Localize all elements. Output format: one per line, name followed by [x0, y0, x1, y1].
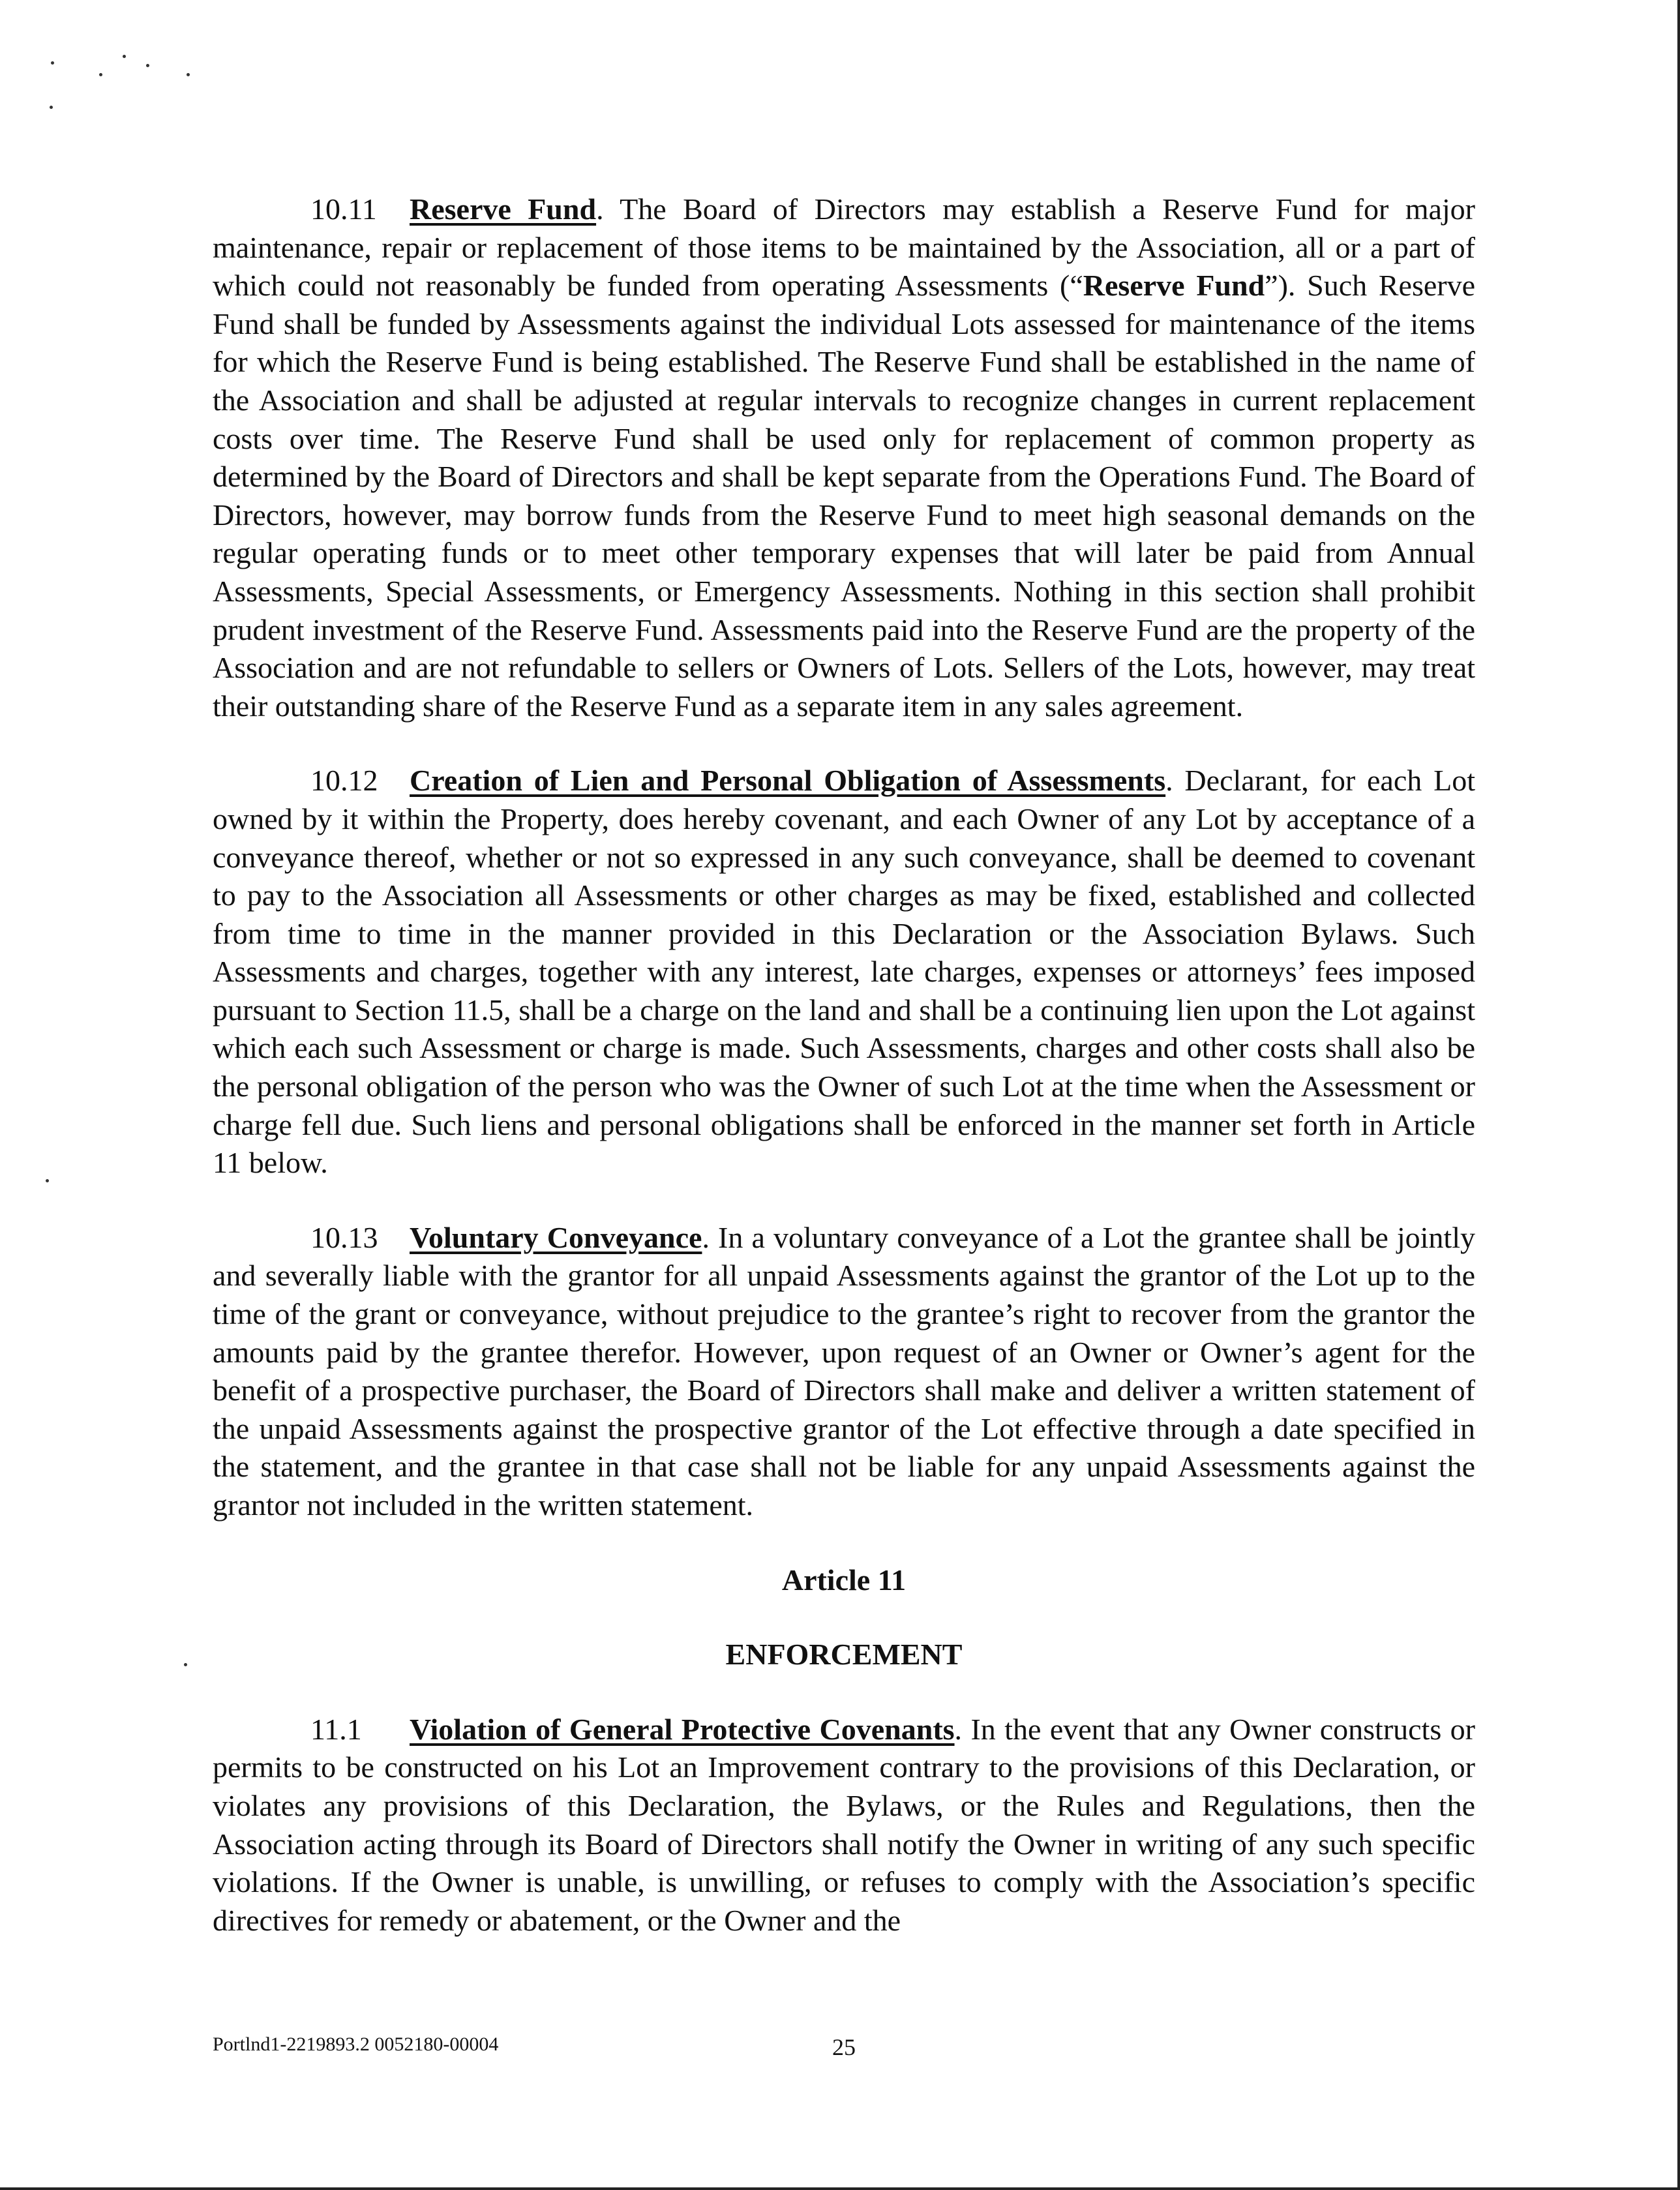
section-text: ”). Such Reserve Fund shall be funded by Assessments against the individual Lots assessed for maintenance of the items for which the Reserve Fund is being established. The Reserve Fund shall be established in the name of the Association and shall be adjusted at regular intervals to recognize changes in current replacement costs over time. The Reserve Fund shall be used only for replacement of common property as determined by the Board of Directors and shall be kept separate from the Operations Fund. The Board of Directors, however, may borrow funds from the Reserve Fund to meet high seasonal demands on the regular operating funds or to meet other temporary expenses that will later be paid from Annual Assessments, Special Assessments, or Emergency Assessments. Nothing in this section shall prohibit prudent investment of the Reserve Fund. Assessments paid into the Reserve Fund are the property of the Association and are not refundable to sellers or Owners of Lots. Sellers of the Lots, however, may treat their outstanding share of the Reserve Fund as a separate item in any sales agreement.	[213, 269, 1476, 723]
scan-speck	[50, 106, 53, 109]
section-heading: Voluntary Conveyance	[410, 1220, 702, 1254]
scan-speck	[187, 73, 190, 76]
scan-speck	[146, 64, 149, 67]
section-text: . In the event that any Owner constructs or permits to be constructed on his Lot an Improvement contrary to the provisions of this Declaration, or violates any provisions of this Declaration, the Bylaws, or the Rules and Regulations, then the Association acting through its Board of Directors shall notify the Owner in writing of any such specific violations. If the Owner is unable, is unwilling, or refuses to comply with the Association’s specific directives for remedy or abatement, or the Owner and the	[213, 1712, 1475, 1937]
article-title: Article 11	[781, 1563, 907, 1597]
section-10-13	[213, 1219, 1475, 1525]
section-number: 10.13	[310, 1220, 378, 1254]
scan-speck	[123, 55, 126, 58]
section-text: . The Board of Directors may establish a Reserve Fund for major maintenance, repair or replacement of those items to be maintained by the Association, all or a part of which could not reasonably be funded from operating Assessments (“	[213, 192, 1475, 303]
document-reference: Portlnd1-2219893.2 0052180-00004	[213, 2033, 499, 2055]
section-10-12	[213, 762, 1475, 1182]
section-number: 10.11	[310, 192, 377, 226]
section-heading: Reserve Fund	[410, 192, 597, 226]
section-11-1	[213, 1711, 1475, 1940]
scan-speck	[99, 73, 102, 76]
scan-speck	[51, 61, 54, 65]
document-body	[213, 190, 1475, 1976]
section-10-11	[213, 190, 1475, 725]
defined-term: Reserve Fund	[1083, 269, 1265, 303]
page-number: 25	[832, 2034, 856, 2060]
section-text: . In a voluntary conveyance of a Lot the grantee shall be jointly and severally liable with the grantor for all unpaid Assessments against the grantor of the Lot up to the time of the grant or conveyance, without prejudice to the grantee’s right to recover from the grantor the amounts paid by the grantee therefor. However, upon request of an Owner or Owner’s agent for the benefit of a prospective purchaser, the Board of Directors shall make and deliver a written statement of the unpaid Assessments against the prospective grantor of the Lot effective through a date specified in the statement, and the grantee in that case shall not be liable for any unpaid Assessments against the grantor not included in the written statement.	[213, 1220, 1475, 1522]
section-text: . Declarant, for each Lot owned by it within the Property, does hereby covenant, and each Owner of any Lot by acceptance of a conveyance thereof, whether or not so expressed in any such conveyance, shall be deemed to covenant to pay to the Association all Assessments or other charges as may be fixed, established and collected from time to time in the manner provided in this Declaration or the Association Bylaws. Such Assessments and charges, together with any interest, late charges, expenses or attorneys’ fees imposed pursuant to Section 11.5, shall be a charge on the land and shall be a continuing lien upon the Lot against which each such Assessment or charge is made. Such Assessments, charges and other costs shall also be the personal obligation of the person who was the Owner of such Lot at the time when the Assessment or charge fell due. Such liens and personal obligations shall be enforced in the manner set forth in Article 11 below.	[213, 764, 1475, 1180]
article-subtitle: ENFORCEMENT	[725, 1638, 963, 1672]
section-heading: Violation of General Protective Covenants	[410, 1712, 955, 1746]
page-footer	[213, 2033, 1475, 2060]
section-number: 10.12	[310, 764, 378, 798]
scan-speck	[184, 1663, 187, 1666]
section-number: 11.1	[310, 1712, 362, 1746]
section-heading: Creation of Lien and Personal Obligation of Assessments	[410, 764, 1166, 798]
scan-speck	[46, 1179, 49, 1182]
